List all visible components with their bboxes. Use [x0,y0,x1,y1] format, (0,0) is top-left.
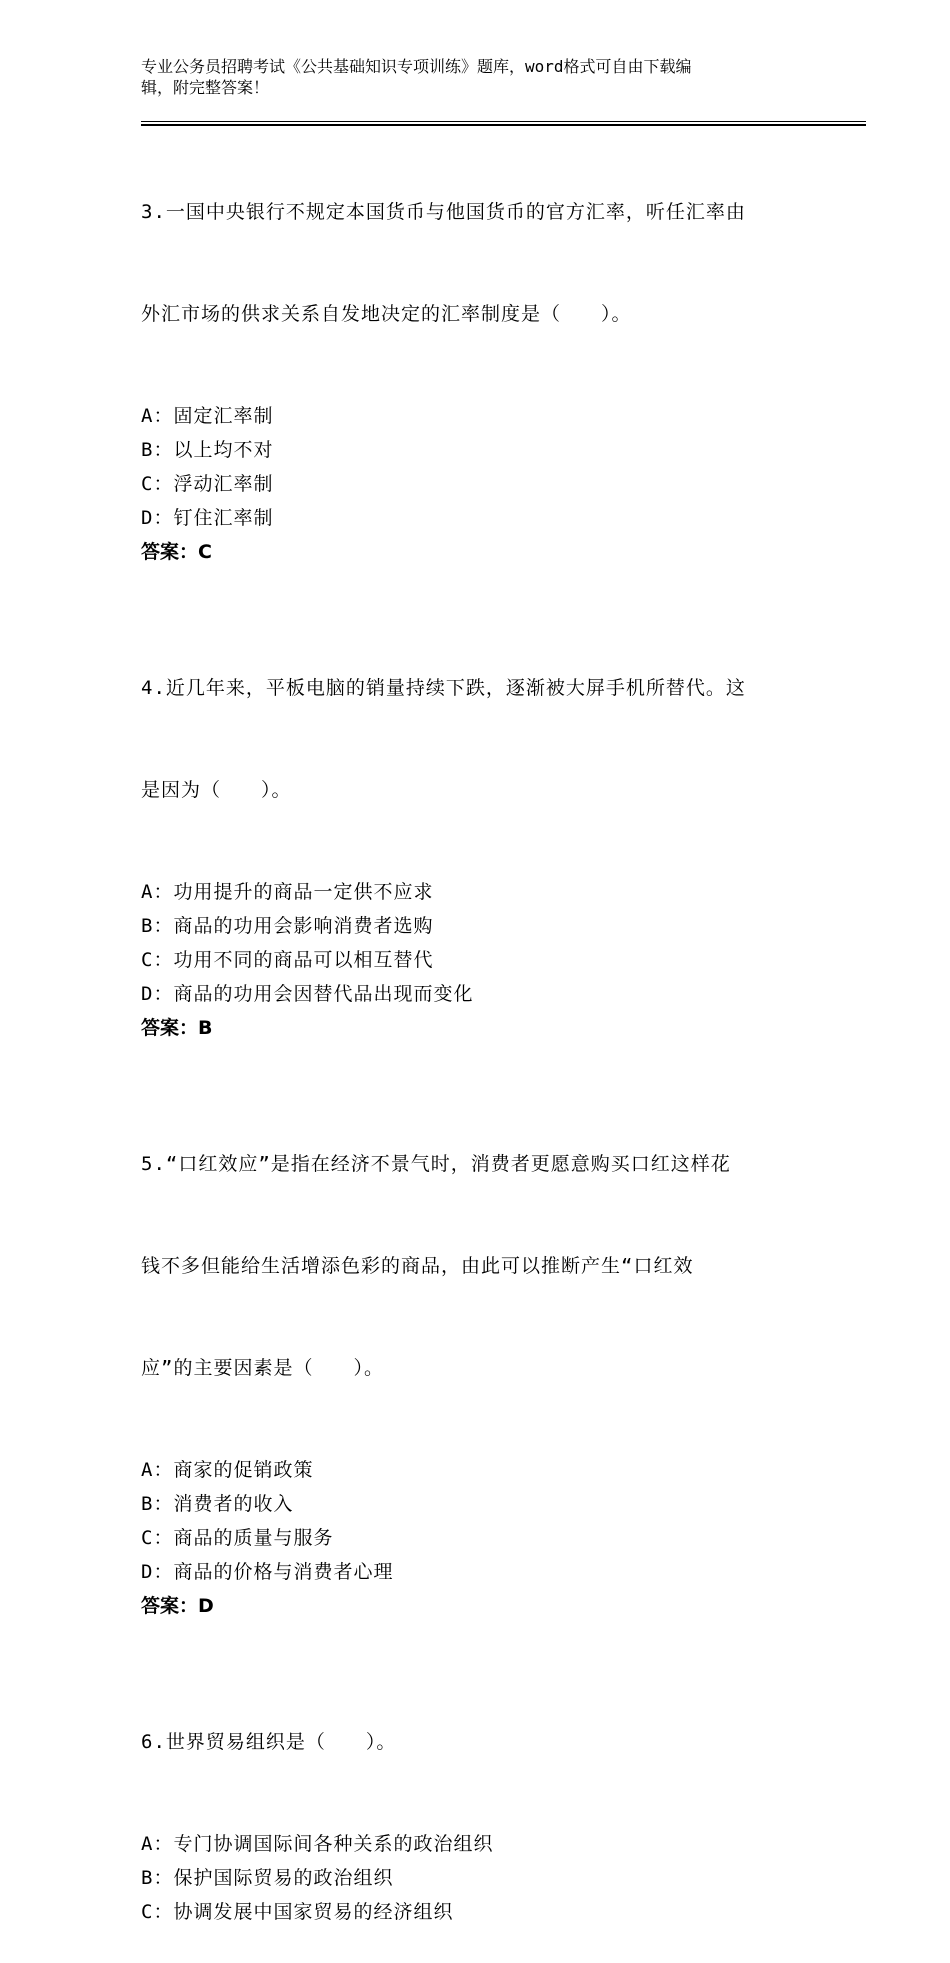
header-line-2: 辑，附完整答案！ [141,78,270,97]
question-stem [141,127,821,399]
stem-line: 外汇市场的供求关系自发地决定的汇率制度是（ ）。 [141,303,632,325]
header-divider-thin [141,121,866,122]
stem-line: 4.近几年来，平板电脑的销量持续下跌，逐渐被大屏手机所替代。这 [141,677,746,699]
answer: 答案：D [141,1595,214,1617]
stem-line: 是因为（ ）。 [141,779,292,801]
option-c: C：功用不同的商品可以相互替代 [141,949,434,971]
option-b: B：以上均不对 [141,439,274,461]
document-header [141,56,791,98]
stem-line: 6.世界贸易组织是（ ）。 [141,1731,397,1753]
question-stem [141,603,821,875]
question-6 [141,1657,821,1929]
option-d: D：钉住汇率制 [141,507,274,529]
option-b: B：消费者的收入 [141,1493,294,1515]
header-line-1: 专业公务员招聘考试《公共基础知识专项训练》题库，word格式可自由下载编 [141,57,692,76]
option-a: A：专门协调国际间各种关系的政治组织 [141,1833,494,1855]
question-stem [141,1657,821,1827]
option-b: B：商品的功用会影响消费者选购 [141,915,434,937]
option-b: B：保护国际贸易的政治组织 [141,1867,394,1889]
option-a: A：功用提升的商品一定供不应求 [141,881,434,903]
question-3 [141,127,821,569]
option-c: C：商品的质量与服务 [141,1527,334,1549]
option-c: C：协调发展中国家贸易的经济组织 [141,1901,454,1923]
question-5 [141,1079,821,1623]
stem-line: 5.“口红效应”是指在经济不景气时，消费者更愿意购买口红这样花 [141,1153,731,1175]
question-stem [141,1079,821,1453]
header-divider-thick [141,124,866,126]
question-list [141,127,821,1963]
answer: 答案：B [141,1017,213,1039]
option-a: A：固定汇率制 [141,405,274,427]
option-a: A：商家的促销政策 [141,1459,314,1481]
option-d: D：商品的功用会因替代品出现而变化 [141,983,474,1005]
option-c: C：浮动汇率制 [141,473,274,495]
option-d: D：商品的价格与消费者心理 [141,1561,394,1583]
stem-line: 3.一国中央银行不规定本国货币与他国货币的官方汇率，听任汇率由 [141,201,746,223]
stem-line: 钱不多但能给生活增添色彩的商品，由此可以推断产生“口红效 [141,1255,694,1277]
question-4 [141,603,821,1045]
answer: 答案：C [141,541,212,563]
stem-line: 应”的主要因素是（ ）。 [141,1357,384,1379]
